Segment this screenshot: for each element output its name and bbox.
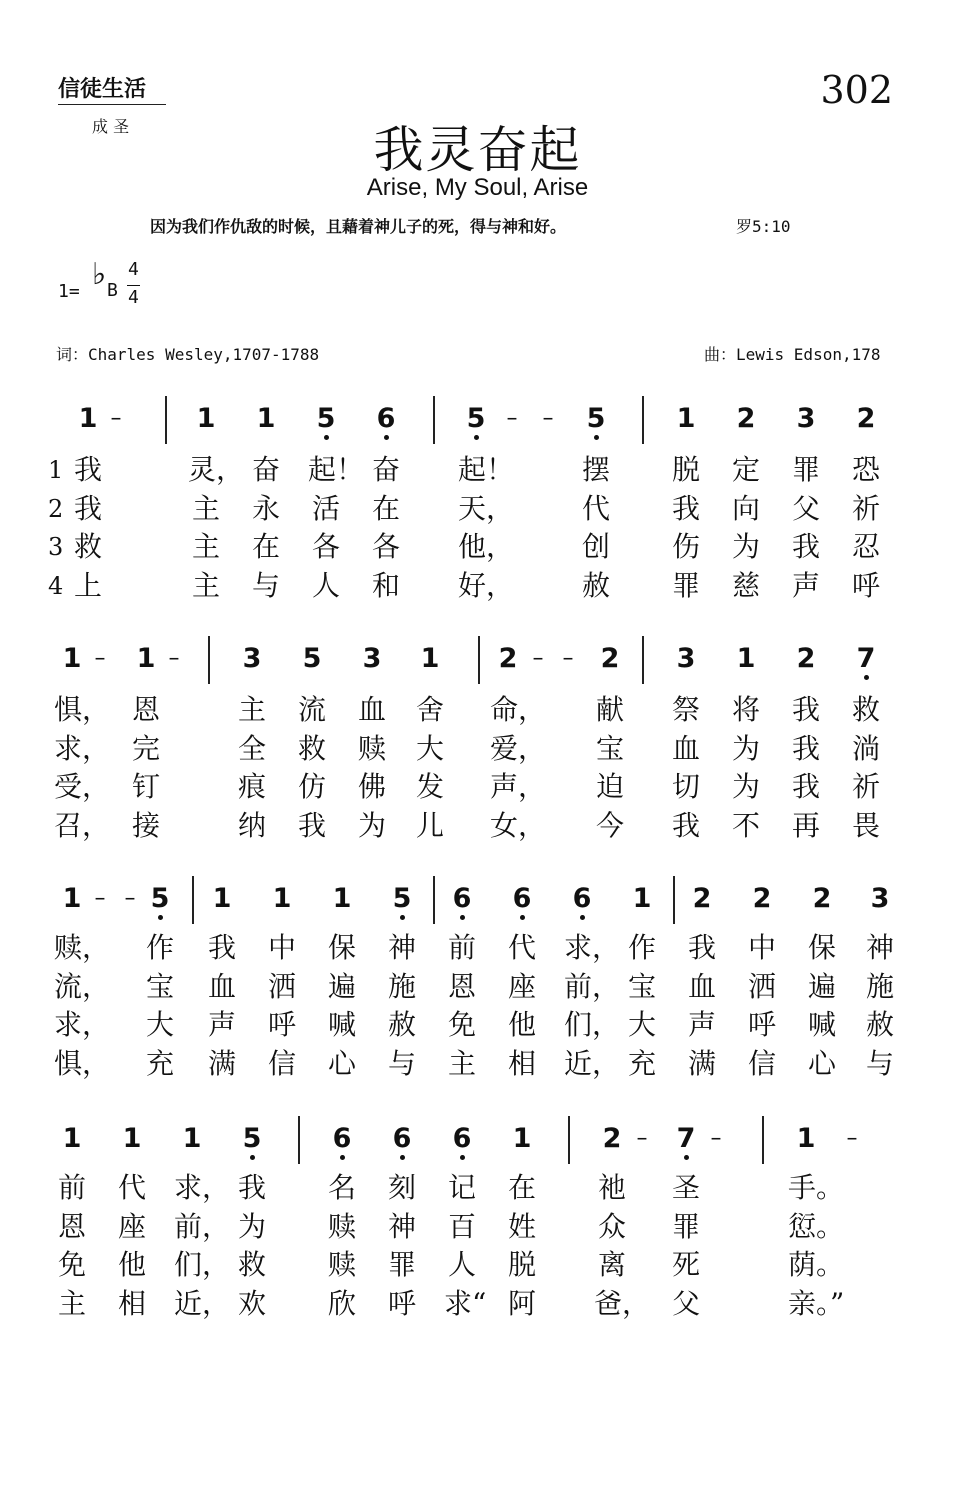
lyric-syllable: 我: [73, 453, 102, 486]
lyric-syllable: 恩: [131, 693, 160, 726]
lyric-syllable: 奋: [371, 453, 400, 486]
lyric-syllable: 在: [507, 1171, 536, 1204]
lyric-syllable: 大: [415, 731, 444, 765]
lyric-syllable: 恩: [57, 1209, 86, 1243]
lyric-syllable: 名: [327, 1171, 356, 1204]
lyric-syllable: 罪: [387, 1248, 416, 1281]
lyric-syllable: 畏: [851, 808, 880, 842]
lyric-syllable: 赦: [581, 568, 610, 602]
lyric-syllable: 作: [145, 931, 174, 964]
time-signature-line: [127, 285, 140, 286]
note-number: 2: [752, 883, 772, 914]
lyric-syllable: 救: [237, 1248, 266, 1281]
lyric-syllable: 呼: [267, 1008, 296, 1041]
note-extension-dash: –: [94, 886, 106, 911]
lyric-syllable: 赦: [387, 1008, 416, 1041]
lyric-syllable: 赎，: [54, 931, 111, 964]
lower-octave-dot: [460, 1155, 465, 1160]
lyric-syllable: 呼: [747, 1008, 776, 1041]
lyric-syllable: 主: [447, 1046, 476, 1080]
barline: [192, 876, 194, 924]
lyric-syllable: 起！: [458, 453, 515, 486]
lyric-syllable: 赎: [327, 1248, 356, 1281]
lyric-syllable: 保: [807, 931, 836, 964]
note-number: 6: [332, 1123, 352, 1154]
lyric-syllable: 流，: [54, 969, 111, 1003]
lyric-syllable: 父: [671, 1286, 700, 1320]
note-number: 2: [498, 643, 518, 674]
lyric-syllable: 代: [117, 1171, 146, 1204]
note-number: 2: [602, 1123, 622, 1154]
lyric-syllable: 与: [865, 1046, 894, 1080]
lyric-syllable: 为: [731, 770, 760, 803]
lyric-syllable: 罪: [671, 568, 700, 602]
lyric-syllable: 受，: [54, 770, 111, 803]
note-number: 1: [332, 883, 352, 914]
lyric-syllable: 我: [791, 693, 820, 726]
note-number: 3: [796, 403, 816, 434]
lyric-syllable: 各: [371, 530, 400, 563]
lyric-syllable: 圣: [671, 1171, 700, 1204]
lyric-syllable: 佛: [357, 770, 386, 803]
hymn-title-english: Arise, My Soul, Arise: [366, 174, 589, 201]
lyric-syllable: 前: [447, 931, 476, 964]
note-number: 1: [796, 1123, 816, 1154]
lyric-syllable: 罪: [671, 1209, 700, 1243]
note-number: 1: [676, 403, 696, 434]
verse-number: 1: [48, 456, 64, 484]
lyric-syllable: 近，: [174, 1286, 231, 1320]
barline: [433, 876, 435, 924]
time-signature-numerator: 4: [128, 259, 139, 280]
lyric-syllable: 发: [415, 770, 444, 803]
lyric-syllable: 起！: [308, 453, 365, 486]
lyric-syllable: 喊: [807, 1008, 836, 1041]
lyric-syllable: 在: [251, 530, 280, 563]
note-number: 6: [452, 883, 472, 914]
lyric-syllable: 全: [237, 731, 266, 765]
note-number: 5: [242, 1123, 262, 1154]
note-number: 1: [736, 643, 756, 674]
lyric-syllable: 迫: [595, 770, 624, 803]
lyric-syllable: 近，: [564, 1046, 621, 1080]
barline: [762, 1116, 764, 1164]
lyric-syllable: 我: [237, 1171, 266, 1204]
lyric-syllable: 赦: [865, 1008, 894, 1041]
note-number: 3: [676, 643, 696, 674]
lyric-syllable: 求，: [564, 931, 621, 964]
lyric-syllable: 儿: [415, 808, 444, 842]
lyric-syllable: 施: [865, 969, 894, 1003]
scripture-verse: 因为我们作仇敌的时候，且藉着神儿子的死，得与神和好。: [150, 217, 567, 236]
note-number: 1: [256, 403, 276, 434]
hymn-category: 信徒生活: [58, 76, 147, 102]
lyric-syllable: 喊: [327, 1008, 356, 1041]
lyric-syllable: 求，: [54, 1008, 111, 1041]
lyric-syllable: 与: [251, 568, 280, 602]
lyric-syllable: 充: [145, 1046, 174, 1080]
lyric-syllable: 好，: [458, 568, 515, 602]
note-extension-dash: –: [542, 406, 554, 431]
note-number: 1: [512, 1123, 532, 1154]
lyric-syllable: 神: [387, 1209, 416, 1243]
note-extension-dash: –: [110, 406, 122, 431]
lyric-syllable: 免: [57, 1248, 86, 1281]
lower-octave-dot: [684, 1155, 689, 1160]
note-extension-dash: –: [532, 646, 544, 671]
key-signature-prefix: 1=: [58, 281, 80, 302]
lyric-syllable: 众: [597, 1209, 626, 1243]
note-number: 2: [600, 643, 620, 674]
lyric-syllable: 作: [627, 931, 656, 964]
lyric-syllable: 再: [791, 808, 820, 842]
lyric-syllable: 赎: [327, 1209, 356, 1243]
note-extension-dash: –: [846, 1126, 858, 1151]
lyric-syllable: 向: [731, 491, 760, 525]
lyric-syllable: 我: [791, 530, 820, 563]
lyric-syllable: 与: [387, 1046, 416, 1080]
barline: [568, 1116, 570, 1164]
lyric-syllable: 不: [731, 808, 760, 842]
note-extension-dash: –: [710, 1126, 722, 1151]
lyric-syllable: 为: [237, 1209, 266, 1243]
lyric-syllable: 主: [191, 530, 220, 563]
note-number: 5: [316, 403, 336, 434]
lyric-syllable: 愆。: [788, 1209, 845, 1243]
note-number: 1: [78, 403, 98, 434]
note-extension-dash: –: [506, 406, 518, 431]
lower-octave-dot: [158, 915, 163, 920]
lyric-syllable: 血: [671, 731, 700, 765]
note-number: 1: [212, 883, 232, 914]
lyric-syllable: 前: [57, 1171, 86, 1204]
lyric-syllable: 召，: [54, 808, 111, 842]
note-number: 6: [376, 403, 396, 434]
barline: [642, 636, 644, 684]
lower-octave-dot: [250, 1155, 255, 1160]
lyric-syllable: 脱: [507, 1248, 536, 1281]
lyric-syllable: 我: [791, 770, 820, 803]
category-underline: [58, 104, 166, 105]
lyric-syllable: 将: [731, 693, 760, 726]
lyric-syllable: 主: [237, 693, 266, 726]
lyric-syllable: 手。: [788, 1171, 845, 1204]
note-number: 6: [572, 883, 592, 914]
lyric-syllable: 救: [73, 530, 102, 563]
lyric-syllable: 和: [371, 568, 400, 602]
note-number: 6: [512, 883, 532, 914]
lyric-syllable: 我: [791, 731, 820, 765]
lyric-syllable: 他，: [458, 530, 515, 563]
hymn-title-chinese: 我灵奋起: [373, 121, 582, 179]
lyric-syllable: 声: [687, 1008, 716, 1041]
barline: [478, 636, 480, 684]
barline: [298, 1116, 300, 1164]
lyric-syllable: 定: [731, 453, 760, 486]
lyric-syllable: 血: [207, 969, 236, 1003]
lyric-syllable: 今: [595, 808, 624, 842]
lyric-syllable: 神: [387, 931, 416, 964]
lyric-syllable: 大: [145, 1008, 174, 1041]
lyric-syllable: 宝: [595, 731, 624, 765]
lyric-syllable: 我: [671, 491, 700, 525]
note-extension-dash: –: [562, 646, 574, 671]
note-extension-dash: –: [636, 1126, 648, 1151]
lyric-syllable: 救: [297, 731, 326, 765]
key-letter: B: [107, 280, 118, 301]
lyric-syllable: 舍: [415, 693, 444, 726]
note-number: 2: [692, 883, 712, 914]
lyric-syllable: 完: [131, 731, 160, 765]
lyric-syllable: 神: [865, 931, 894, 964]
lyric-syllable: 纳: [237, 808, 266, 842]
lyric-syllable: 宝: [145, 969, 174, 1003]
lower-octave-dot: [580, 915, 585, 920]
verse-number: 3: [48, 533, 64, 561]
note-number: 1: [632, 883, 652, 914]
lyric-syllable: 遍: [327, 969, 356, 1003]
lyric-syllable: 呼: [387, 1286, 416, 1320]
lyric-syllable: 摆: [581, 453, 610, 486]
lyric-syllable: 我: [73, 491, 102, 525]
lyric-syllable: 血: [357, 693, 386, 726]
time-signature-denominator: 4: [128, 287, 139, 308]
lyric-syllable: 接: [131, 808, 160, 842]
lyric-syllable: 心: [807, 1046, 836, 1080]
note-number: 1: [420, 643, 440, 674]
lyric-syllable: 座: [507, 969, 536, 1003]
lyric-syllable: 祈: [851, 770, 880, 803]
lyric-syllable: 我: [297, 808, 326, 842]
lyric-syllable: 离: [597, 1248, 626, 1281]
lyric-syllable: 们，: [174, 1248, 231, 1281]
lyric-syllable: 我: [207, 931, 236, 964]
note-number: 5: [302, 643, 322, 674]
note-number: 2: [796, 643, 816, 674]
lyric-syllable: 灵，: [188, 453, 245, 486]
lyric-syllable: 祭: [671, 693, 700, 726]
verse-number: 2: [48, 494, 64, 523]
lyric-syllable: 前，: [174, 1209, 231, 1243]
lyric-syllable: 罪: [791, 453, 820, 486]
lyricist-credit: 词：Charles Wesley,1707-1788: [56, 345, 320, 364]
lyric-syllable: 代: [507, 931, 536, 964]
note-number: 5: [466, 403, 486, 434]
lyric-syllable: 脱: [671, 453, 700, 486]
lyric-syllable: 声，: [490, 770, 547, 803]
lyric-syllable: 流: [297, 693, 326, 726]
lyric-syllable: 慈: [731, 568, 760, 602]
lyric-syllable: 座: [117, 1209, 146, 1243]
note-number: 1: [182, 1123, 202, 1154]
lyric-syllable: 忍: [851, 530, 880, 563]
lyric-syllable: 前，: [564, 969, 621, 1003]
lyric-syllable: 阿: [507, 1286, 536, 1320]
barline: [642, 396, 644, 444]
lyric-syllable: 洒: [747, 969, 776, 1003]
lower-octave-dot: [340, 1155, 345, 1160]
lyric-syllable: 祂: [597, 1171, 626, 1204]
lyric-syllable: 活: [311, 491, 340, 525]
lyric-syllable: 女，: [490, 808, 547, 842]
lyric-syllable: 永: [251, 491, 280, 525]
lyric-syllable: 救: [851, 693, 880, 726]
note-number: 5: [150, 883, 170, 914]
lyric-syllable: 中: [267, 931, 296, 964]
lower-octave-dot: [520, 915, 525, 920]
lyric-syllable: 百: [447, 1209, 476, 1243]
note-number: 3: [870, 883, 890, 914]
lyric-syllable: 信: [747, 1046, 776, 1080]
note-number: 2: [856, 403, 876, 434]
lyric-syllable: 呼: [851, 568, 880, 602]
lyric-syllable: 赎: [357, 731, 386, 765]
lyric-syllable: 欢: [237, 1286, 266, 1320]
lyric-syllable: 相: [507, 1046, 536, 1080]
lyric-syllable: 荫。: [788, 1248, 845, 1281]
lyric-syllable: 满: [207, 1046, 236, 1080]
note-number: 3: [362, 643, 382, 674]
lyric-syllable: 姓: [507, 1209, 536, 1243]
note-number: 2: [736, 403, 756, 434]
lyric-syllable: 他: [117, 1248, 146, 1281]
lyric-syllable: 命，: [490, 693, 547, 726]
note-number: 1: [62, 883, 82, 914]
lyric-syllable: 父: [791, 491, 820, 525]
lyric-syllable: 祈: [851, 491, 880, 525]
note-number: 1: [122, 1123, 142, 1154]
lyric-syllable: 遍: [807, 969, 836, 1003]
lyric-syllable: 施: [387, 969, 416, 1003]
lyric-syllable: 我: [671, 808, 700, 842]
hymn-number: 302: [820, 68, 893, 112]
lyric-syllable: 主: [191, 491, 220, 525]
note-number: 3: [242, 643, 262, 674]
lyric-syllable: 免: [447, 1008, 476, 1041]
note-extension-dash: –: [168, 646, 180, 671]
lyric-syllable: 献: [595, 693, 624, 726]
lyric-syllable: 为: [731, 530, 760, 563]
lyric-syllable: 死: [671, 1248, 700, 1281]
note-extension-dash: –: [124, 886, 136, 911]
lower-octave-dot: [324, 435, 329, 440]
lyric-syllable: 大: [627, 1008, 656, 1041]
lyric-syllable: 痕: [237, 770, 266, 803]
lower-octave-dot: [400, 915, 405, 920]
lyric-syllable: 声: [791, 568, 820, 602]
lyric-syllable: 淌: [851, 731, 880, 765]
note-number: 1: [62, 643, 82, 674]
composer-credit: 曲：Lewis Edson,178: [704, 345, 881, 364]
lower-octave-dot: [384, 435, 389, 440]
note-number: 2: [812, 883, 832, 914]
lower-octave-dot: [400, 1155, 405, 1160]
lyric-syllable: 心: [327, 1046, 356, 1080]
lyric-syllable: 他: [507, 1008, 536, 1041]
lyric-syllable: 为: [357, 808, 386, 842]
lyric-syllable: 切: [671, 770, 700, 803]
scripture-reference: 罗5:10: [736, 217, 791, 236]
lyric-syllable: 奋: [251, 453, 280, 486]
lower-octave-dot: [594, 435, 599, 440]
lyric-syllable: 恩: [447, 969, 476, 1003]
lyric-syllable: 主: [191, 568, 220, 602]
note-number: 1: [272, 883, 292, 914]
note-number: 5: [586, 403, 606, 434]
lyric-syllable: 满: [687, 1046, 716, 1080]
lyric-syllable: 惧，: [54, 693, 111, 726]
lyric-syllable: 人: [447, 1248, 476, 1281]
lyric-syllable: 相: [117, 1286, 146, 1320]
lyric-syllable: 代: [581, 491, 610, 525]
note-number: 6: [392, 1123, 412, 1154]
lyric-syllable: 天，: [458, 491, 515, 525]
lyric-syllable: 洒: [267, 969, 296, 1003]
lyric-syllable: 在: [371, 491, 400, 525]
lyric-syllable: 充: [627, 1046, 656, 1080]
hymn-subcategory: 成 圣: [92, 117, 130, 136]
lower-octave-dot: [460, 915, 465, 920]
lower-octave-dot: [474, 435, 479, 440]
lyric-syllable: 记: [447, 1171, 476, 1204]
barline: [208, 636, 210, 684]
flat-symbol: ♭: [92, 257, 107, 292]
lyric-syllable: 们，: [564, 1008, 621, 1041]
lyric-syllable: 伤: [671, 530, 700, 563]
lower-octave-dot: [864, 675, 869, 680]
lyric-syllable: 主: [57, 1286, 86, 1320]
note-number: 1: [136, 643, 156, 674]
note-number: 5: [392, 883, 412, 914]
note-extension-dash: –: [94, 646, 106, 671]
verse-number: 4: [48, 571, 64, 600]
lyric-syllable: 求“: [444, 1286, 487, 1320]
barline: [433, 396, 435, 444]
lyric-syllable: 惧，: [54, 1046, 111, 1080]
lyric-syllable: 欣: [327, 1286, 356, 1320]
lyric-syllable: 中: [747, 931, 776, 964]
lyric-syllable: 亲。”: [788, 1286, 845, 1320]
lyric-syllable: 为: [731, 731, 760, 765]
lyric-syllable: 求，: [174, 1171, 231, 1204]
barline: [165, 396, 167, 444]
lyric-syllable: 仿: [297, 770, 326, 803]
lyric-syllable: 上: [73, 568, 102, 602]
lyric-syllable: 保: [327, 931, 356, 964]
note-number: 6: [452, 1123, 472, 1154]
lyric-syllable: 钉: [131, 770, 160, 803]
lyric-syllable: 各: [311, 530, 340, 563]
lyric-syllable: 血: [687, 969, 716, 1003]
lyric-syllable: 刻: [387, 1171, 416, 1204]
lyric-syllable: 信: [267, 1046, 296, 1080]
note-number: 1: [196, 403, 216, 434]
lyric-syllable: 爱，: [490, 731, 547, 765]
lyric-syllable: 宝: [627, 969, 656, 1003]
lyric-syllable: 人: [311, 568, 340, 602]
note-number: 7: [856, 643, 876, 674]
lyric-syllable: 创: [581, 530, 610, 563]
lyric-syllable: 爸，: [594, 1286, 651, 1320]
lyric-syllable: 恐: [851, 453, 880, 486]
lyric-syllable: 我: [687, 931, 716, 964]
note-number: 1: [62, 1123, 82, 1154]
lyric-syllable: 求，: [54, 731, 111, 765]
barline: [673, 876, 675, 924]
lyric-syllable: 声: [207, 1008, 236, 1041]
note-number: 7: [676, 1123, 696, 1154]
